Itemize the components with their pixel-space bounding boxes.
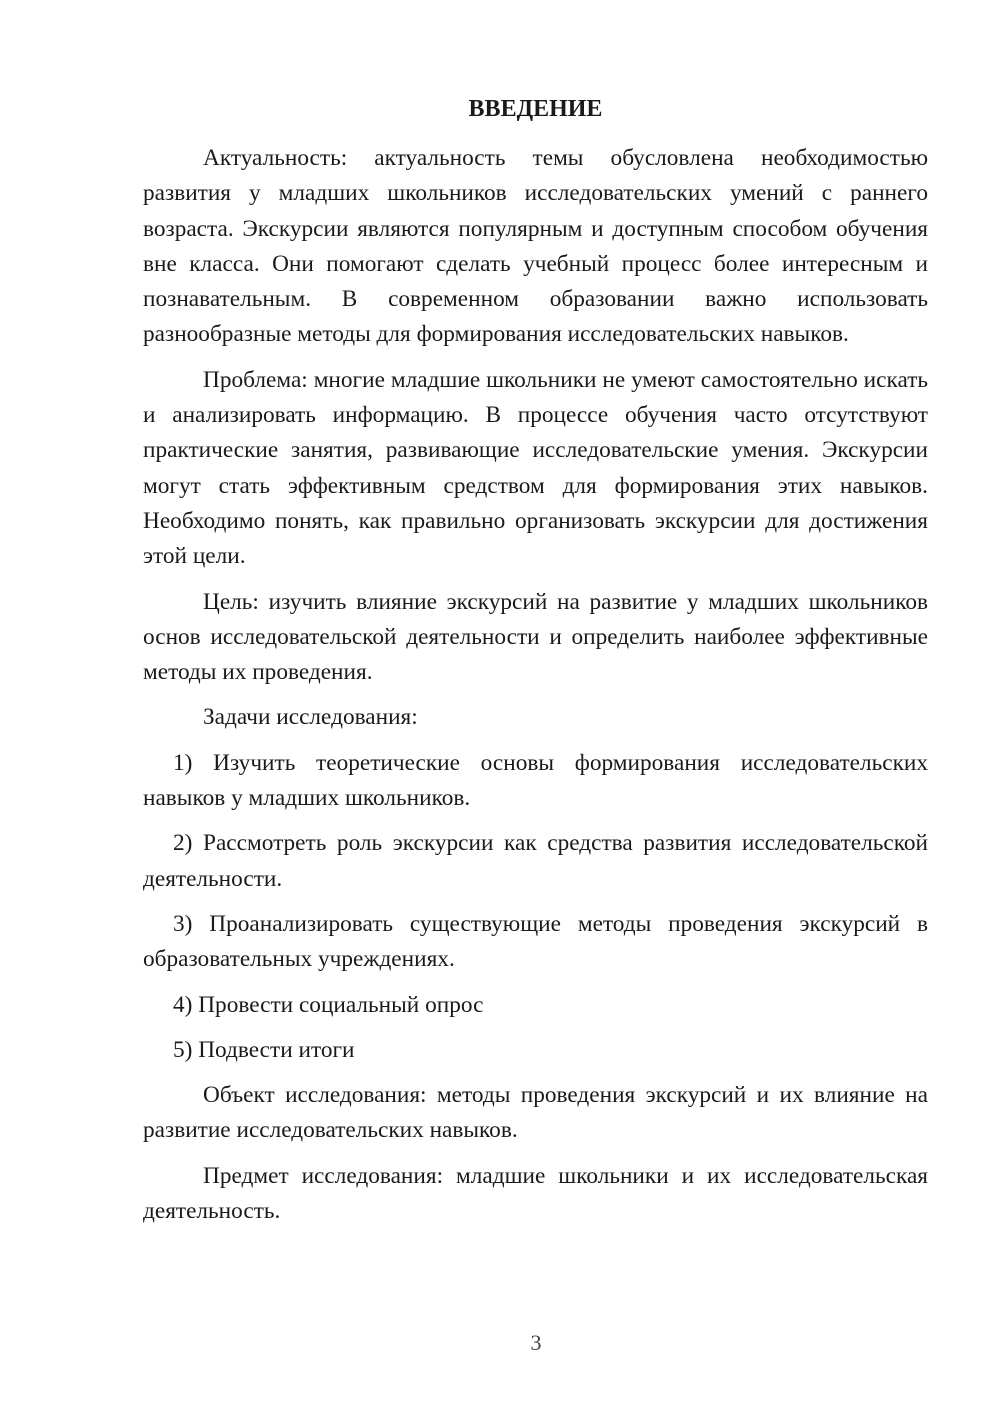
task-item-2: 2) Рассмотреть роль экскурсии как средства развития исследовательской деятельности. bbox=[143, 830, 928, 892]
paragraph-subject: Предмет исследования: младшие школьники и их исследовательская деятельность. bbox=[143, 1162, 928, 1225]
task-item-3: 3) Проанализировать существующие методы проведения экскурсий в образовательных учреждениях. bbox=[143, 910, 928, 973]
section-title: ВВЕДЕНИЕ bbox=[468, 96, 603, 122]
page-number: 3 bbox=[530, 1330, 542, 1355]
paragraph-object: Объект исследования: методы проведения экскурсий и их влияние на развитие исследовательских навыков. bbox=[143, 1082, 928, 1144]
task-item-5: 5) Подвести итоги bbox=[173, 1036, 355, 1063]
page-content bbox=[143, 92, 928, 1239]
paragraph-relevance: Актуальность: актуальность темы обусловлена необходимостью развития у младших школьников исследовательских умений с раннего возраста. Экскурсии являются популярным и доступным способом обучения вне класса. Они помогают сделать учебный процесс более интересным и познавательным. В современном образовании важно использовать разнообразные методы для формирования исследовательских навыков. bbox=[143, 145, 928, 348]
paragraph-goal: Цель: изучить влияние экскурсий на развитие у младших школьников основ исследовательской деятельности и определить наиболее эффективные методы их проведения. bbox=[143, 588, 928, 686]
task-item-4: 4) Провести социальный опрос bbox=[173, 991, 484, 1018]
paragraph-problem: Проблема: многие младшие школьники не умеют самостоятельно искать и анализировать информацию. В процессе обучения часто отсутствуют практические занятия, развивающие исследовательские умения. Экскурсии могут стать эффективным средством для формирования этих навыков. Необходимо понять, как правильно организовать экскурсии для достижения этой цели. bbox=[143, 366, 928, 570]
tasks-heading: Задачи исследования: bbox=[203, 704, 418, 731]
task-item-1: 1) Изучить теоретические основы формирования исследовательских навыков у младших школьников. bbox=[143, 749, 928, 812]
